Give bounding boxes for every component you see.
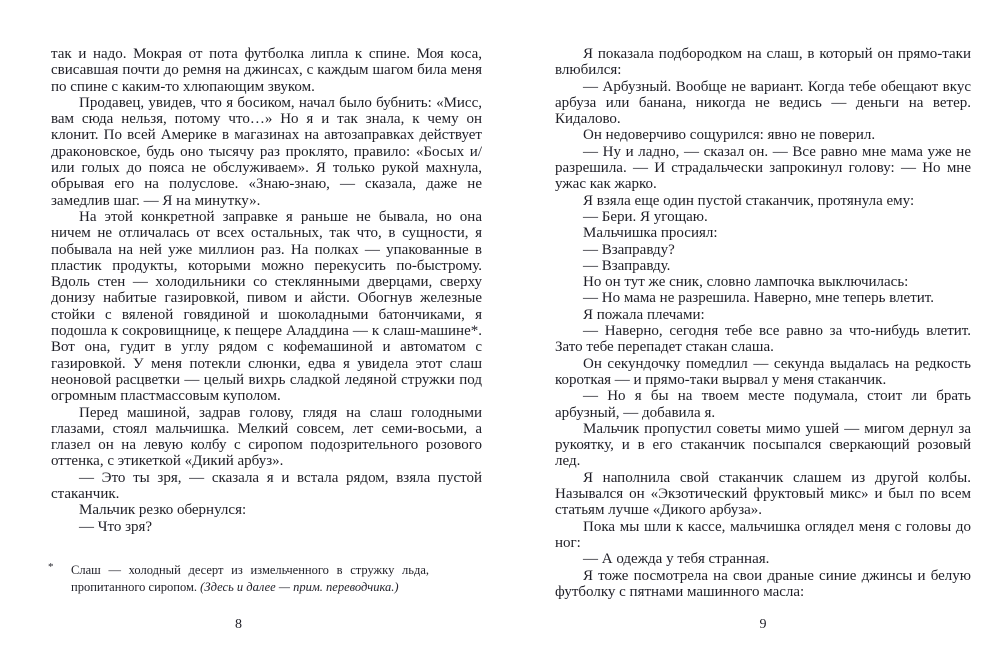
page-left-text (51, 46, 482, 535)
paragraph: Я наполнила свой стаканчик слашем из другой колбы. Назывался он «Экзотический фруктовый микс» и был по всем статьям лучше «Дикого арбуза». (555, 469, 971, 519)
paragraph: Он недоверчиво сощурился: явно не поверил. (583, 127, 876, 144)
paragraph: — Взаправду. (583, 257, 671, 274)
footnote-text-regular: Слаш — холодный десерт из измельченного в стружку льда, пропитанного сиропом. (71, 563, 429, 594)
paragraph: — Что зря? (79, 518, 153, 535)
paragraph: — Бери. Я угощаю. (583, 208, 708, 225)
paragraph: Мальчик пропустил советы мимо ушей — мигом дернул за рукоятку, и в его стаканчик посыпался сверкающий розовый лед. (555, 420, 971, 470)
paragraph: — Взаправду? (583, 241, 675, 258)
page-number-right: 9 (759, 617, 767, 632)
paragraph: — Ну и ладно, — сказал он. — Все равно мне мама уже не разрешила. — И страдальчески запрокинул голову: — Но мне ужас как жарко. (555, 143, 971, 193)
page-right-text (555, 46, 971, 600)
paragraph: — Но мама не разрешила. Наверно, мне теперь влетит. (583, 290, 934, 307)
paragraph: Пока мы шли к кассе, мальчишка оглядел меня с головы до ног: (555, 518, 971, 551)
paragraph: Мальчишка просиял: (583, 225, 718, 242)
paragraph: Мальчик резко обернулся: (79, 502, 247, 519)
paragraph: Продавец, увидев, что я босиком, начал было бубнить: «Мисс, вам сюда нельзя, потому что…» Но я и так знала, к чему он клонит. По всей Америке в магазинах на автозаправках действует драконовское, будь оно тысячу раз проклято, правило: «Босых и/или голых до пояса не обслуживаем». Я только рукой махнула, обрывая его на полуслове. «Знаю-знаю, — сказала, даже не замедлив шаг. — Я на минутку». (51, 94, 482, 209)
paragraph: Я тоже посмотрела на свои драные синие джинсы и белую футболку с пятнами машинного масла: (555, 567, 971, 600)
paragraph: — Наверно, сегодня тебе все равно за что-нибудь влетит. Зато тебе перепадет стакан слаша. (555, 323, 971, 356)
paragraph: Я показала подбородком на слаш, в который он прямо-таки влюбился: (555, 46, 971, 79)
footnote-text-italic: (Здесь и далее — прим. переводчика.) (200, 580, 399, 594)
paragraph: На этой конкретной заправке я раньше не бывала, но она ничем не отличалась от всех остальных, так что, в сущности, я побывала на ней уже миллион раз. На полках — упакованные в пластик продукты, которыми можно перекусить по-быстрому. Вдоль стен — холодильники со стеклянными дверцами, сверху донизу набитые газировкой, пивом и айсти. Обогнув железные стойки с вяленой говядиной и шоколадными батончиками, я подошла к сокровищнице, к пещере Аладдина — к слаш-машине*. Вот она, гудит в углу рядом с кофемашиной и автоматом с газировкой. У меня потекли слюнки, едва я увидела этот слаш неоновой расцветки — целый вихрь сладкой ледяной стружки под огромным пластмассовым куполом. (51, 208, 482, 405)
paragraph: Он секундочку помедлил — секунда выдалась на редкость короткая — и прямо-таки вырвал у меня стаканчик. (555, 355, 971, 388)
paragraph: — Это ты зря, — сказала я и встала рядом, взяла пустой стаканчик. (51, 469, 482, 503)
paragraph: Но он тут же сник, словно лампочка выключилась: (583, 274, 909, 291)
footnote-marker: * (48, 561, 54, 573)
paragraph: Я пожала плечами: (583, 306, 705, 323)
paragraph: — А одежда у тебя странная. (583, 551, 770, 568)
footnote-text (71, 562, 429, 596)
page-number-left: 8 (235, 617, 242, 632)
paragraph: так и надо. Мокрая от пота футболка липла к спине. Моя коса, свисавшая почти до ремня на джинсах, с каждым шагом била меня по спине с каким-то хлюпающим звуком. (51, 46, 482, 95)
paragraph: — Но я бы на твоем месте подумала, стоит ли брать арбузный, — добавила я. (555, 388, 971, 421)
paragraph: Я взяла еще один пустой стаканчик, протянула ему: (583, 192, 915, 209)
footnote (48, 561, 482, 596)
paragraph: Перед машиной, задрав голову, глядя на слаш голодными глазами, стоял мальчишка. Мелкий совсем, лет семи-восьми, а глазел он на левую колбу с сиропом подозрительного розового оттенка, с этикеткой «Дикий арбуз». (51, 404, 482, 470)
paragraph: — Арбузный. Вообще не вариант. Когда тебе обещают вкус арбуза или банана, никогда не ведись — деньги на ветер. Кидалово. (555, 78, 971, 128)
